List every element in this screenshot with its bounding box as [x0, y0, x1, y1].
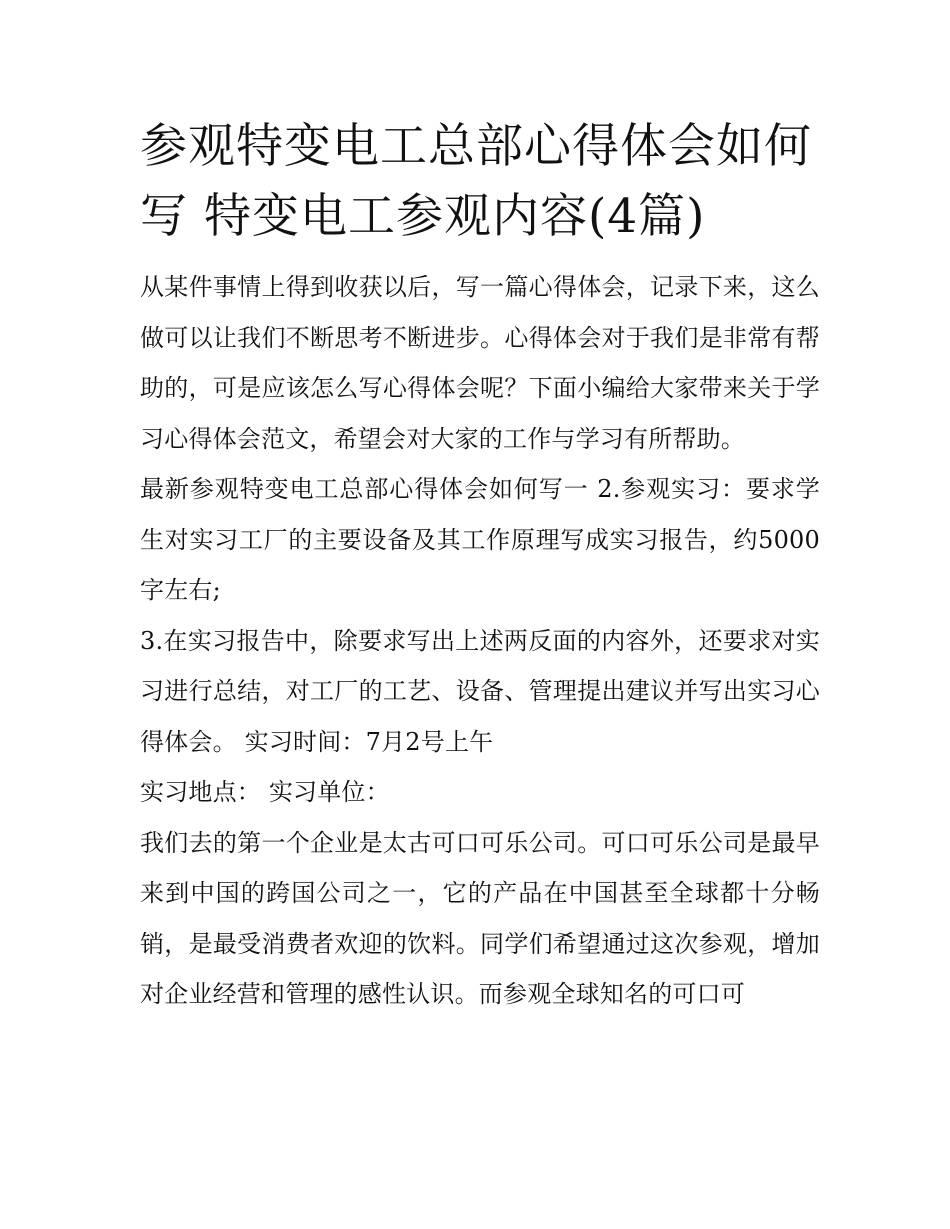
- paragraph-report-requirement: 3.在实习报告中，除要求写出上述两反面的内容外，还要求对实习进行总结，对工厂的工艺、设备、管理提出建议并写出实习心得体会。 实习时间：7月2号上午: [140, 626, 820, 756]
- paragraph-coca-cola: 我们去的第一个企业是太古可口可乐公司。可口可乐公司是最早来到中国的跨国公司之一，它的产品在中国甚至全球都十分畅销，是最受消费者欢迎的饮料。同学们希望通过这次参观，增加对企业经营和管理的感性认识。而参观全球知名的可口可: [140, 828, 820, 1008]
- document-title: 参观特变电工总部心得体会如何写 特变电工参观内容(4篇): [140, 119, 812, 244]
- document-body: [140, 262, 820, 1020]
- paragraph-practice-requirement: 最新参观特变电工总部心得体会如何写一 2.参观实习：要求学生对实习工厂的主要设备及其工作原理写成实习报告，约5000字左右;: [140, 475, 820, 604]
- paragraph-location-unit: 实习地点： 实习单位：: [140, 778, 390, 806]
- paragraph-intro: 从某件事情上得到收获以后，写一篇心得体会，记录下来，这么做可以让我们不断思考不断进步。心得体会对于我们是非常有帮助的，可是应该怎么写心得体会呢？下面小编给大家带来关于学习心得体会范文，希望会对大家的工作与学习有所帮助。: [140, 273, 820, 453]
- document-page: [140, 112, 820, 1020]
